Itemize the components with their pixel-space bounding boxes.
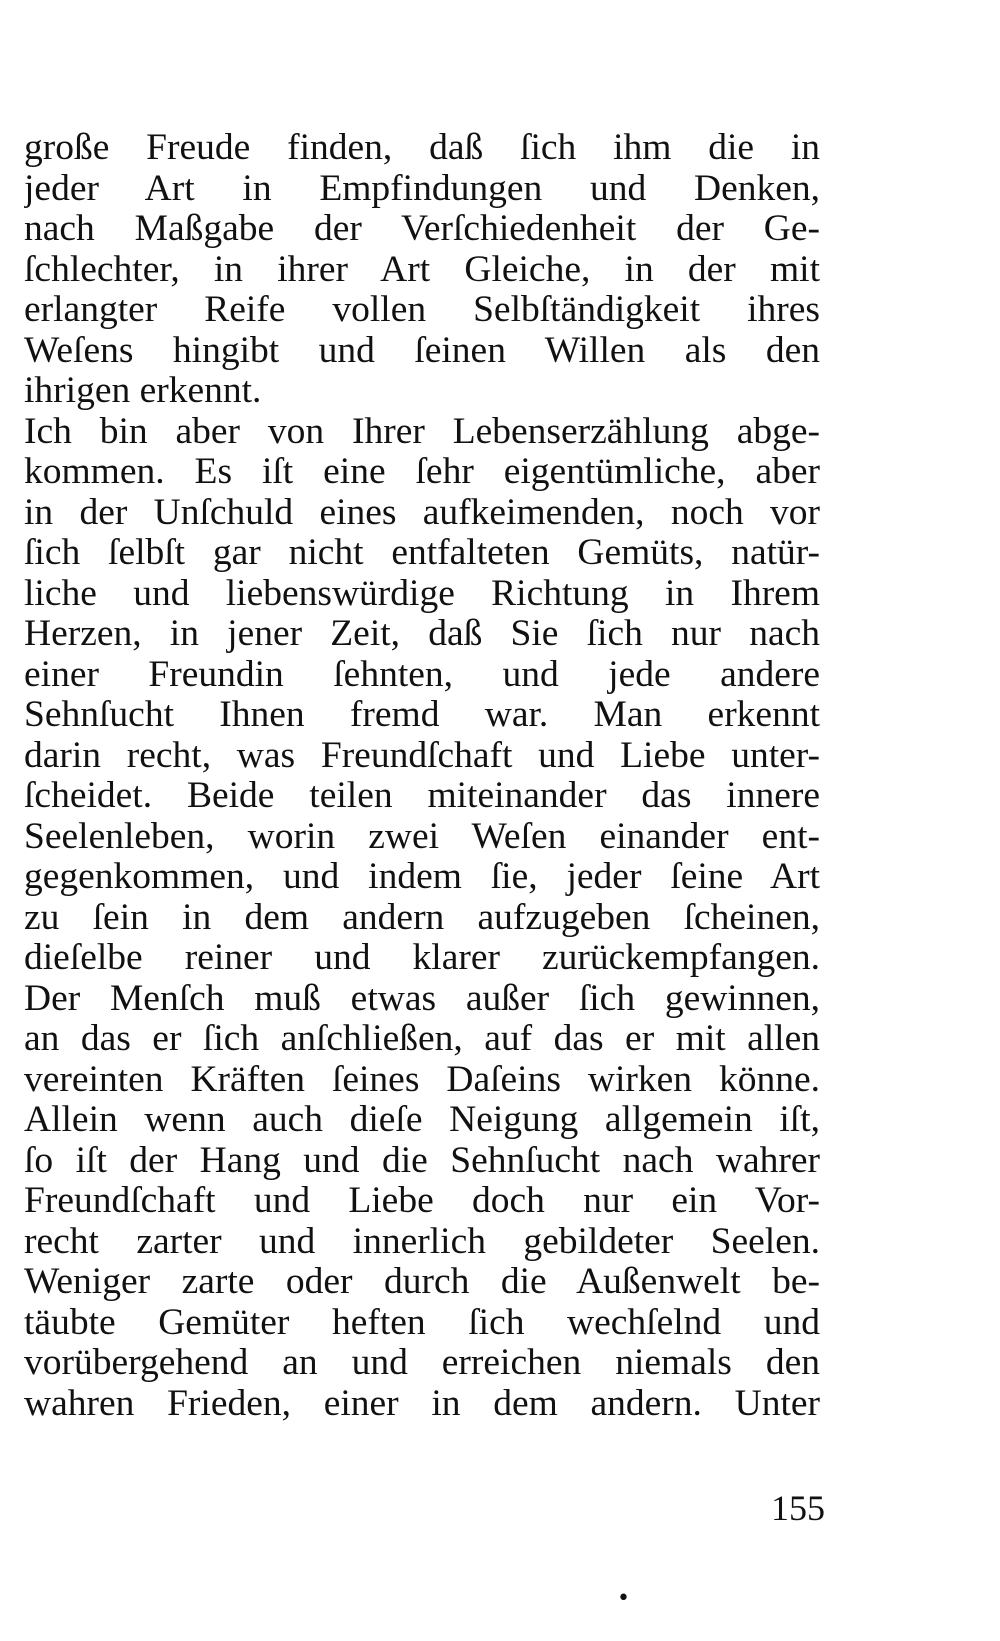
text-line: Seelenleben, worin zwei Weſen einander ent- [24, 816, 820, 857]
text-line: Ich bin aber von Ihrer Lebenserzählung abge- [24, 411, 820, 452]
text-line: vorübergehend an und erreichen niemals den [24, 1343, 820, 1383]
printer-mark: • [617, 1586, 630, 1611]
text-line: Herzen, in jener Zeit, daß Sie ſich nur nach [24, 614, 820, 654]
text-line: ſo iſt der Hang und die Sehnſucht nach wahrer [24, 1140, 820, 1181]
text-line: Weniger zarte oder durch die Außenwelt be- [24, 1262, 820, 1302]
text-line: liche und liebenswürdige Richtung in Ihrem [24, 573, 820, 614]
text-line: jeder Art in Empfindungen und Denken, [24, 168, 820, 209]
text-line: an das er ſich anſchließen, auf das er mit allen [24, 1019, 820, 1059]
text-line: große Freude finden, daß ſich ihm die in [24, 128, 820, 168]
text-line: Sehnſucht Ihnen fremd war. Man erkennt [24, 695, 820, 735]
text-line: einer Freundin ſehnten, und jede andere [24, 654, 820, 695]
text-line: ihrigen erkennt. [24, 371, 262, 411]
text-line: recht zarter und innerlich gebildeter Seelen. [24, 1221, 820, 1262]
text-line: gegenkommen, und indem ſie, jeder ſeine Art [24, 857, 820, 897]
text-line: Der Menſch muß etwas außer ſich gewinnen, [24, 978, 820, 1019]
text-line: Freundſchaft und Liebe doch nur ein Vor- [24, 1181, 820, 1221]
text-line: ſchlechter, in ihrer Art Gleiche, in der mit [24, 249, 820, 290]
text-line: vereinten Kräften ſeines Daſeins wirken könne. [24, 1059, 820, 1100]
text-line: dieſelbe reiner und klarer zurückempfangen. [24, 938, 820, 978]
text-line: ſich ſelbſt gar nicht entfalteten Gemüts, natür- [24, 533, 820, 573]
text-line: nach Maßgabe der Verſchiedenheit der Ge- [24, 209, 820, 249]
page-number: 155 [771, 1488, 825, 1528]
text-line: erlangter Reife vollen Selbſtändigkeit ihres [24, 290, 820, 330]
text-line: darin recht, was Freundſchaft und Liebe unter- [24, 735, 820, 776]
text-line: wahren Frieden, einer in dem andern. Unter [24, 1383, 820, 1424]
text-line: ſcheidet. Beide teilen miteinander das innere [24, 776, 820, 816]
text-line: zu ſein in dem andern aufzugeben ſcheinen, [24, 897, 820, 938]
text-line: Allein wenn auch dieſe Neigung allgemein iſt, [24, 1100, 820, 1140]
body-text [24, 128, 820, 1424]
text-line: in der Unſchuld eines aufkeimenden, noch vor [24, 492, 820, 533]
text-line: kommen. Es iſt eine ſehr eigentümliche, aber [24, 452, 820, 492]
text-line: Weſens hingibt und ſeinen Willen als den [24, 330, 820, 371]
text-line: täubte Gemüter heften ſich wechſelnd und [24, 1302, 820, 1343]
